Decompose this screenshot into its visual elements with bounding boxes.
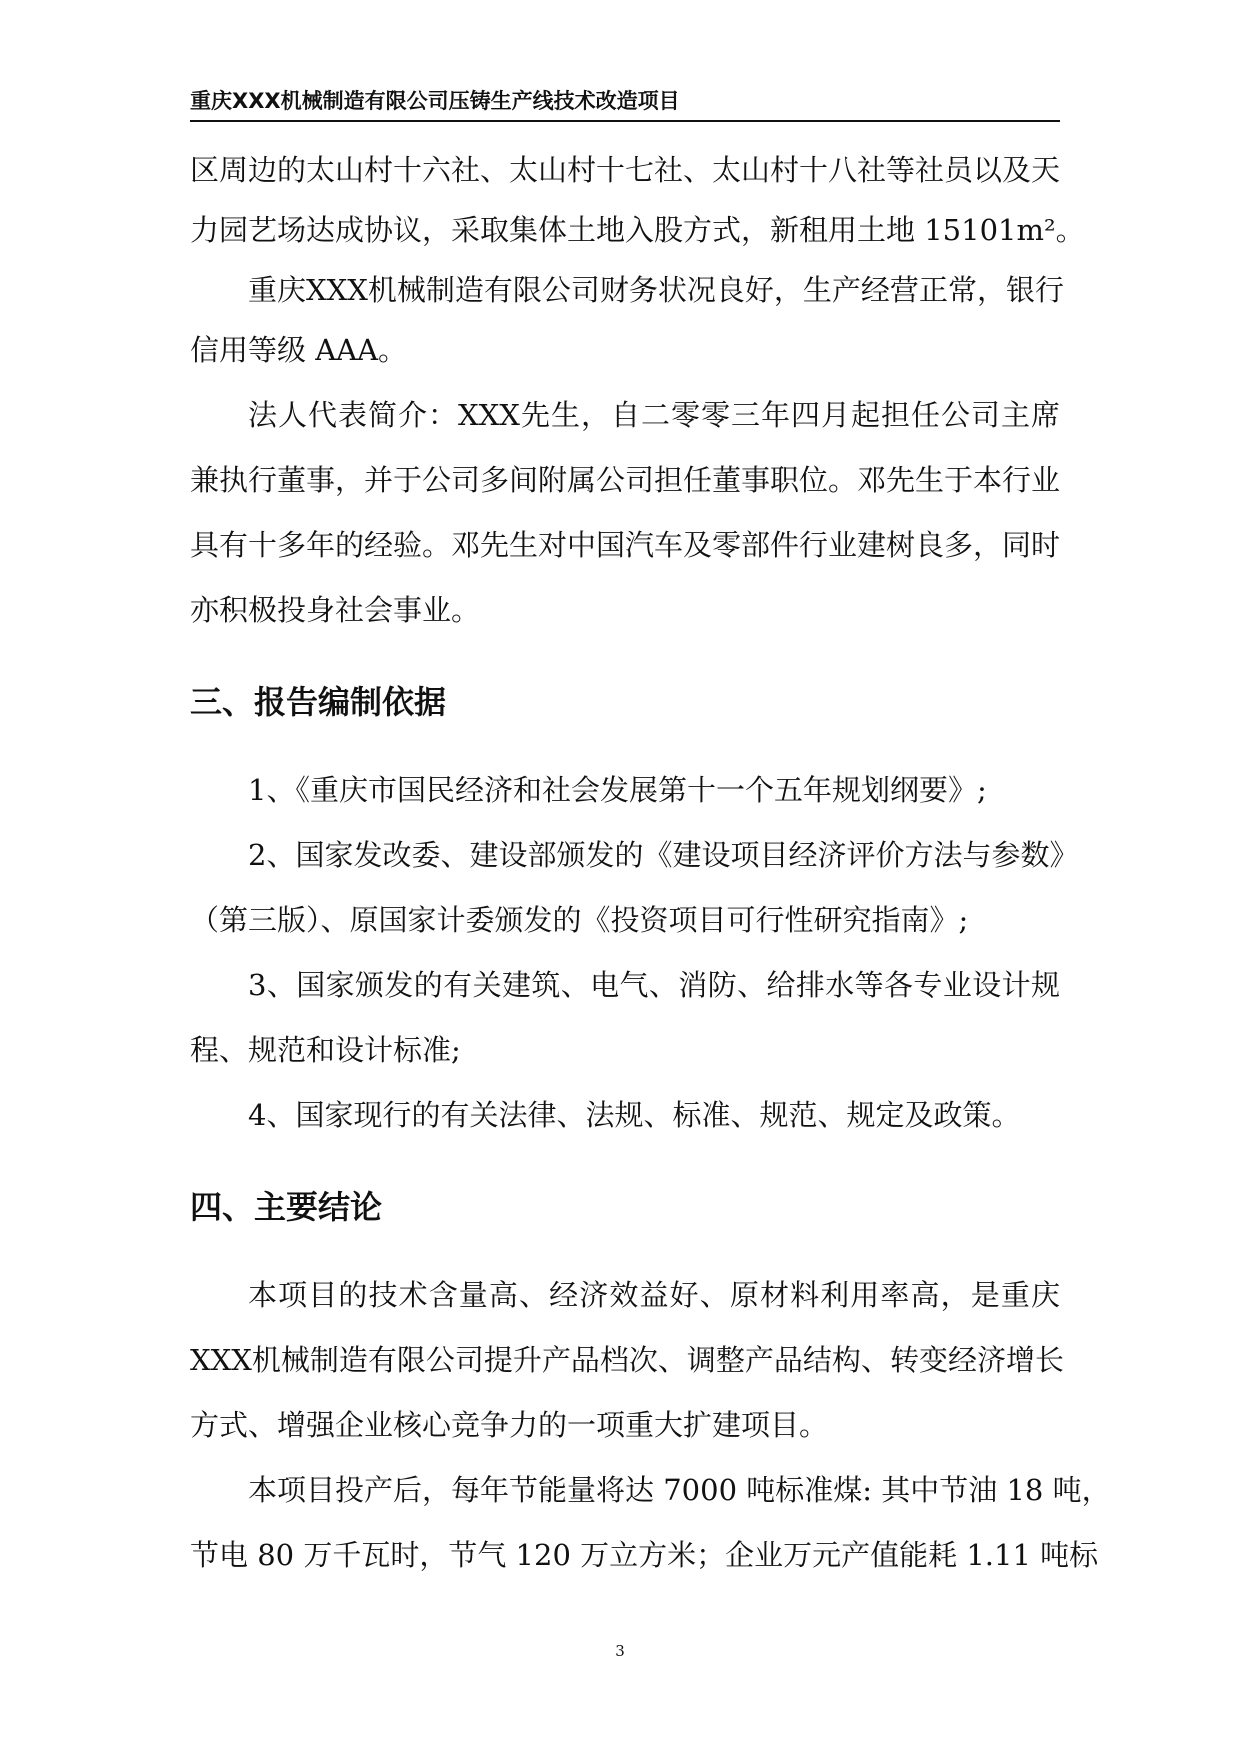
text-line: 力园艺场达成协议，采取集体土地入股方式，新租用土地 15101m²。	[190, 213, 1085, 247]
list-item-line: 2、国家发改委、建设部颁发的《建设项目经济评价方法与参数》	[248, 838, 1079, 872]
list-item-line: 1、《重庆市国民经济和社会发展第十一个五年规划纲要》;	[248, 773, 987, 807]
section-heading: 三、报告编制依据	[190, 683, 447, 721]
list-item-line: 程、规范和设计标准;	[190, 1033, 461, 1067]
list-item-line: 4、国家现行的有关法律、法规、标准、规范、规定及政策。	[248, 1098, 1021, 1132]
text-line: 本项目的技术含量高、经济效益好、原材料利用率高，是重庆	[248, 1278, 1060, 1312]
text-line: 兼执行董事，并于公司多间附属公司担任董事职位。邓先生于本行业	[190, 463, 1061, 497]
header-rule	[190, 120, 1060, 122]
text-line: 节电 80 万千瓦时，节气 120 万立方米；企业万元产值能耗 1.11 吨标	[190, 1538, 1099, 1572]
list-item-line: 3、国家颁发的有关建筑、电气、消防、给排水等各专业设计规	[248, 968, 1060, 1002]
text-line: 方式、增强企业核心竞争力的一项重大扩建项目。	[190, 1408, 829, 1442]
page-number: 3	[615, 1642, 625, 1660]
text-line: 区周边的太山村十六社、太山村十七社、太山村十八社等社员以及天	[190, 153, 1061, 187]
section-heading: 四、主要结论	[190, 1188, 383, 1226]
running-header: 重庆XXX机械制造有限公司压铸生产线技术改造项目	[190, 89, 680, 113]
text-line: 法人代表简介：XXX先生，自二零零三年四月起担任公司主席	[248, 398, 1060, 432]
text-line: 重庆XXX机械制造有限公司财务状况良好，生产经营正常，银行	[248, 273, 1064, 307]
text-line: 具有十多年的经验。邓先生对中国汽车及零部件行业建树良多，同时	[190, 528, 1061, 562]
list-item-line: （第三版）、原国家计委颁发的《投资项目可行性研究指南》;	[190, 903, 969, 937]
text-line: XXX机械制造有限公司提升产品档次、调整产品结构、转变经济增长	[190, 1343, 1064, 1377]
text-line: 信用等级 AAA。	[190, 333, 408, 367]
text-line: 亦积极投身社会事业。	[190, 593, 481, 627]
text-line: 本项目投产后，每年节能量将达 7000 吨标准煤: 其中节油 18 吨，	[248, 1473, 1111, 1507]
